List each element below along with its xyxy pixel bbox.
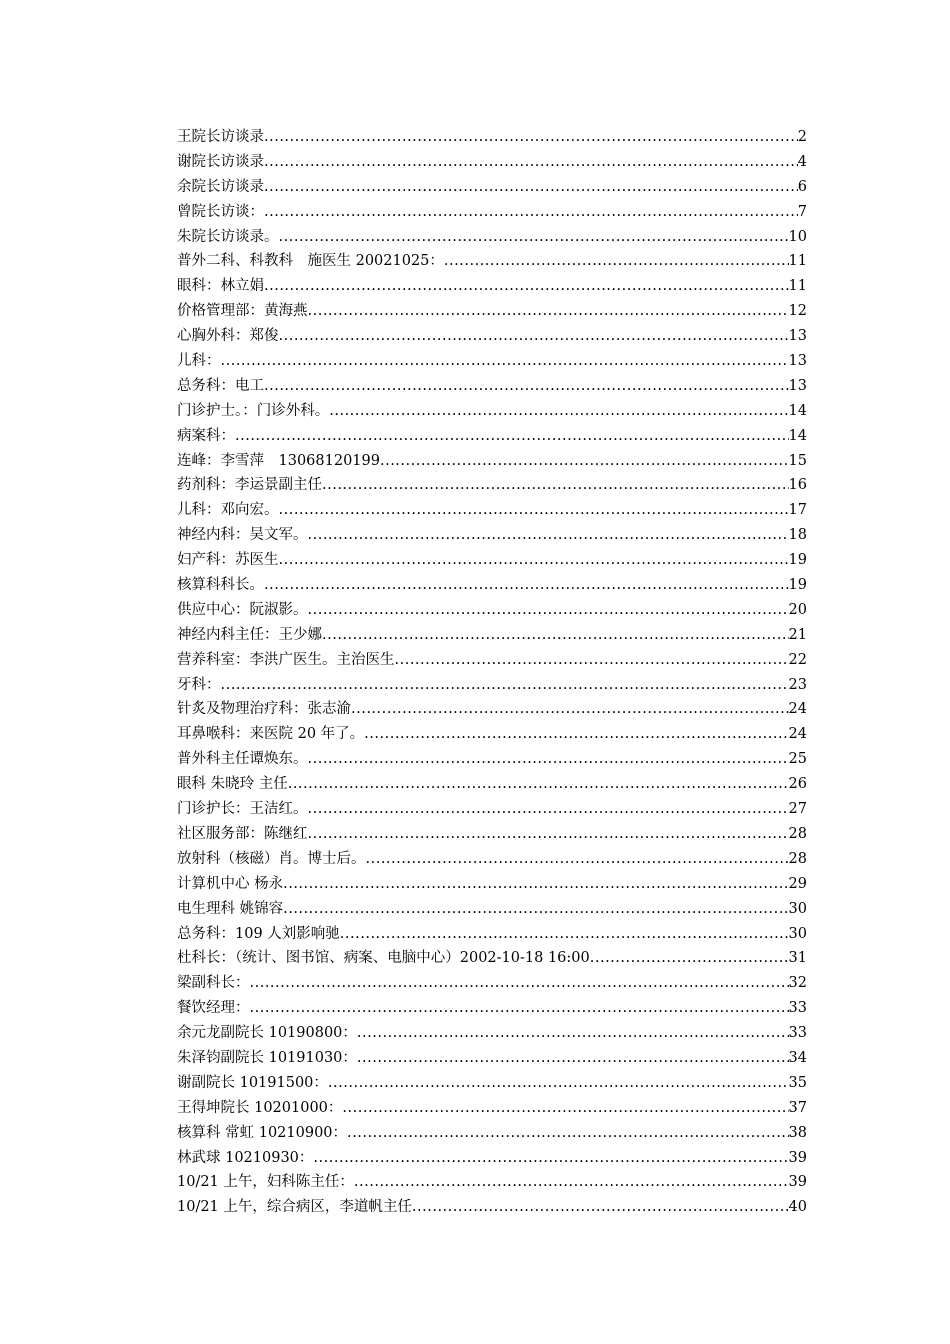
toc-entry-page-number: 2 bbox=[797, 129, 807, 145]
toc-dot-leader bbox=[328, 1071, 789, 1096]
toc-dot-leader bbox=[264, 125, 798, 150]
toc-entry-page-number: 32 bbox=[788, 975, 807, 992]
toc-entry-title: 杜科长：（统计、图书馆、病案、电脑中心）2002-10-18 16:00 bbox=[177, 950, 590, 967]
toc-dot-leader bbox=[364, 722, 788, 747]
toc-entry-title: 计算机中心 杨永 bbox=[177, 875, 284, 892]
toc-entry[interactable] bbox=[177, 648, 807, 673]
toc-dot-leader bbox=[308, 822, 789, 847]
toc-entry[interactable] bbox=[177, 299, 807, 324]
toc-entry-title: 门诊护长：王洁红。 bbox=[177, 801, 308, 818]
toc-entry-title: 心胸外科：郑俊 bbox=[177, 328, 279, 345]
toc-entry[interactable] bbox=[177, 424, 807, 449]
toc-entry[interactable] bbox=[177, 175, 807, 200]
toc-entry-title: 王得坤院长 10201000： bbox=[177, 1099, 343, 1116]
toc-entry-page-number: 20 bbox=[788, 601, 807, 618]
toc-dot-leader bbox=[279, 548, 789, 573]
toc-dot-leader bbox=[264, 573, 789, 598]
toc-entry-page-number: 19 bbox=[788, 552, 807, 569]
toc-entry[interactable] bbox=[177, 125, 807, 150]
toc-entry-title: 连峰：李雪萍 13068120199 bbox=[177, 452, 380, 469]
toc-entry-page-number: 31 bbox=[788, 950, 807, 967]
toc-entry[interactable] bbox=[177, 772, 807, 797]
toc-entry-page-number: 24 bbox=[788, 726, 807, 743]
toc-entry-title: 儿科：邓向宏。 bbox=[177, 502, 279, 519]
toc-dot-leader bbox=[347, 1121, 789, 1146]
toc-entry-title: 门诊护士。：门诊外科。 bbox=[177, 402, 330, 419]
toc-entry-title: 核算科 常虹 10210900： bbox=[177, 1124, 348, 1141]
toc-dot-leader bbox=[412, 1195, 789, 1220]
toc-dot-leader bbox=[279, 498, 789, 523]
toc-entry-page-number: 13 bbox=[788, 377, 807, 394]
toc-entry[interactable] bbox=[177, 1096, 807, 1121]
toc-entry-title: 梁副科长： bbox=[177, 975, 250, 992]
toc-entry[interactable] bbox=[177, 673, 807, 698]
toc-entry-title: 电生理科 姚锦容 bbox=[177, 900, 284, 917]
toc-entry-page-number: 33 bbox=[788, 1000, 807, 1017]
toc-dot-leader bbox=[308, 797, 789, 822]
toc-entry-page-number: 34 bbox=[788, 1049, 807, 1066]
toc-entry-page-number: 28 bbox=[788, 825, 807, 842]
toc-entry-title: 社区服务部：陈继红 bbox=[177, 825, 308, 842]
toc-entry-title: 普外二科、科教科 施医生 20021025： bbox=[177, 253, 444, 270]
toc-entry-page-number: 11 bbox=[788, 253, 807, 270]
toc-entry[interactable] bbox=[177, 150, 807, 175]
toc-entry-title: 林武球 10210930： bbox=[177, 1149, 314, 1166]
toc-entry[interactable] bbox=[177, 922, 807, 947]
toc-entry[interactable] bbox=[177, 847, 807, 872]
toc-entry-title: 谢院长访谈录 bbox=[177, 153, 264, 170]
toc-entry-title: 牙科： bbox=[177, 676, 221, 693]
toc-dot-leader bbox=[235, 424, 789, 449]
toc-entry-title: 神经内科主任：王少娜 bbox=[177, 626, 322, 643]
toc-entry[interactable] bbox=[177, 872, 807, 897]
toc-entry-page-number: 22 bbox=[788, 651, 807, 668]
toc-dot-leader bbox=[283, 897, 788, 922]
toc-entry-title: 营养科室：李洪广医生。主治医生 bbox=[177, 651, 395, 668]
toc-entry-title: 核算科科长。 bbox=[177, 577, 264, 594]
toc-entry-title: 眼科 朱晓玲 主任 bbox=[177, 776, 288, 793]
toc-entry-page-number: 37 bbox=[788, 1099, 807, 1116]
toc-entry-page-number: 23 bbox=[788, 676, 807, 693]
toc-dot-leader bbox=[279, 225, 789, 250]
toc-dot-leader bbox=[283, 872, 788, 897]
toc-entry[interactable] bbox=[177, 498, 807, 523]
toc-dot-leader bbox=[590, 946, 789, 971]
toc-entry-title: 余院长访谈录 bbox=[177, 178, 264, 195]
toc-entry-title: 朱泽钧副院长 10191030： bbox=[177, 1049, 357, 1066]
toc-entry-title: 放射科（核磁）肖。博士后。 bbox=[177, 850, 366, 867]
toc-dot-leader bbox=[264, 150, 798, 175]
toc-dot-leader bbox=[264, 175, 798, 200]
toc-entry-page-number: 30 bbox=[788, 925, 807, 942]
toc-entry[interactable] bbox=[177, 623, 807, 648]
toc-entry-title: 妇产科：苏医生 bbox=[177, 552, 279, 569]
toc-entry[interactable] bbox=[177, 523, 807, 548]
toc-entry-page-number: 16 bbox=[788, 477, 807, 494]
toc-entry[interactable] bbox=[177, 598, 807, 623]
toc-entry-page-number: 4 bbox=[797, 153, 807, 170]
toc-dot-leader bbox=[329, 399, 788, 424]
toc-entry-title: 普外科主任谭焕东。 bbox=[177, 751, 308, 768]
toc-entry-page-number: 14 bbox=[788, 402, 807, 419]
toc-dot-leader bbox=[357, 1021, 789, 1046]
toc-entry-page-number: 15 bbox=[788, 452, 807, 469]
toc-dot-leader bbox=[395, 648, 789, 673]
toc-entry[interactable] bbox=[177, 249, 807, 274]
toc-entry-title: 病案科： bbox=[177, 427, 235, 444]
toc-entry-page-number: 13 bbox=[788, 328, 807, 345]
toc-dot-leader bbox=[357, 1046, 789, 1071]
toc-entry-page-number: 13 bbox=[788, 353, 807, 370]
toc-entry-title: 针炙及物理治疗科：张志渝 bbox=[177, 701, 351, 718]
toc-entry-title: 王院长访谈录 bbox=[177, 129, 264, 145]
toc-entry-page-number: 33 bbox=[788, 1025, 807, 1042]
toc-entry[interactable] bbox=[177, 473, 807, 498]
toc-entry[interactable] bbox=[177, 399, 807, 424]
toc-entry-title: 供应中心：阮淑影。 bbox=[177, 601, 308, 618]
toc-entry-title: 眼科：林立娟 bbox=[177, 278, 264, 295]
toc-entry-page-number: 24 bbox=[788, 701, 807, 718]
toc-entry-page-number: 14 bbox=[788, 427, 807, 444]
toc-dot-leader bbox=[351, 697, 789, 722]
toc-entry-page-number: 21 bbox=[788, 626, 807, 643]
toc-entry-page-number: 29 bbox=[788, 875, 807, 892]
toc-dot-leader bbox=[288, 772, 789, 797]
toc-entry-page-number: 7 bbox=[797, 203, 807, 220]
toc-entry[interactable] bbox=[177, 946, 807, 971]
toc-dot-leader bbox=[340, 922, 789, 947]
toc-entry-title: 10/21 上午，妇科陈主任： bbox=[177, 1174, 354, 1191]
toc-entry-page-number: 38 bbox=[788, 1124, 807, 1141]
toc-entry-title: 曾院长访谈： bbox=[177, 203, 264, 220]
toc-entry-title: 儿科： bbox=[177, 353, 221, 370]
toc-entry[interactable] bbox=[177, 996, 807, 1021]
toc-entry[interactable] bbox=[177, 971, 807, 996]
toc-dot-leader bbox=[250, 971, 789, 996]
toc-entry-title: 餐饮经理： bbox=[177, 1000, 250, 1017]
toc-dot-leader bbox=[354, 1170, 789, 1195]
toc-dot-leader bbox=[221, 349, 789, 374]
toc-entry-page-number: 39 bbox=[788, 1174, 807, 1191]
toc-entry[interactable] bbox=[177, 697, 807, 722]
toc-entry[interactable] bbox=[177, 1021, 807, 1046]
toc-entry[interactable] bbox=[177, 274, 807, 299]
toc-entry-title: 总务科：电工 bbox=[177, 377, 264, 394]
toc-entry[interactable] bbox=[177, 1195, 807, 1220]
toc-dot-leader bbox=[380, 449, 789, 474]
toc-entry-title: 朱院长访谈录。 bbox=[177, 228, 279, 245]
toc-entry[interactable] bbox=[177, 1170, 807, 1195]
toc-dot-leader bbox=[322, 623, 789, 648]
toc-entry-title: 10/21 上午，综合病区，李道帆主任 bbox=[177, 1199, 412, 1216]
toc-dot-leader bbox=[308, 523, 789, 548]
table-of-contents bbox=[177, 125, 807, 1220]
toc-dot-leader bbox=[250, 996, 789, 1021]
toc-dot-leader bbox=[279, 324, 789, 349]
toc-entry[interactable] bbox=[177, 324, 807, 349]
toc-entry-page-number: 27 bbox=[788, 801, 807, 818]
toc-entry-title: 价格管理部：黄海燕 bbox=[177, 303, 308, 320]
toc-dot-leader bbox=[264, 274, 789, 299]
toc-entry-page-number: 10 bbox=[788, 228, 807, 245]
toc-entry-page-number: 39 bbox=[788, 1149, 807, 1166]
toc-entry-page-number: 11 bbox=[788, 278, 807, 295]
toc-entry[interactable] bbox=[177, 225, 807, 250]
toc-dot-leader bbox=[313, 1146, 788, 1171]
toc-dot-leader bbox=[342, 1096, 788, 1121]
toc-entry-title: 神经内科：吴文军。 bbox=[177, 527, 308, 544]
toc-dot-leader bbox=[308, 598, 789, 623]
toc-entry-title: 耳鼻喉科：来医院 20 年了。 bbox=[177, 726, 365, 743]
toc-entry[interactable] bbox=[177, 200, 807, 225]
toc-entry[interactable] bbox=[177, 1071, 807, 1096]
toc-entry-page-number: 30 bbox=[788, 900, 807, 917]
toc-entry-title: 余元龙副院长 10190800： bbox=[177, 1025, 357, 1042]
toc-entry[interactable] bbox=[177, 822, 807, 847]
toc-dot-leader bbox=[444, 249, 789, 274]
toc-entry-page-number: 28 bbox=[788, 850, 807, 867]
toc-entry-title: 谢副院长 10191500： bbox=[177, 1074, 328, 1091]
toc-dot-leader bbox=[264, 200, 798, 225]
toc-entry-page-number: 26 bbox=[788, 776, 807, 793]
toc-entry[interactable] bbox=[177, 349, 807, 374]
toc-dot-leader bbox=[308, 299, 789, 324]
toc-entry-title: 总务科：109 人刘影响驰 bbox=[177, 925, 340, 942]
toc-entry[interactable] bbox=[177, 573, 807, 598]
toc-entry[interactable] bbox=[177, 374, 807, 399]
toc-dot-leader bbox=[308, 747, 789, 772]
toc-entry[interactable] bbox=[177, 1121, 807, 1146]
toc-dot-leader bbox=[264, 374, 789, 399]
toc-entry-page-number: 35 bbox=[788, 1074, 807, 1091]
toc-entry[interactable] bbox=[177, 1046, 807, 1071]
toc-entry[interactable] bbox=[177, 747, 807, 772]
toc-entry[interactable] bbox=[177, 897, 807, 922]
toc-entry-title: 药剂科：李运景副主任 bbox=[177, 477, 322, 494]
toc-entry[interactable] bbox=[177, 722, 807, 747]
toc-dot-leader bbox=[221, 673, 789, 698]
toc-entry[interactable] bbox=[177, 548, 807, 573]
toc-entry-page-number: 40 bbox=[788, 1199, 807, 1216]
toc-entry-page-number: 25 bbox=[788, 751, 807, 768]
toc-entry-page-number: 19 bbox=[788, 577, 807, 594]
toc-entry-page-number: 6 bbox=[797, 178, 807, 195]
toc-dot-leader bbox=[366, 847, 789, 872]
toc-entry[interactable] bbox=[177, 449, 807, 474]
toc-entry[interactable] bbox=[177, 1146, 807, 1171]
toc-dot-leader bbox=[322, 473, 789, 498]
toc-entry-page-number: 18 bbox=[788, 527, 807, 544]
toc-entry-page-number: 12 bbox=[788, 303, 807, 320]
toc-entry-page-number: 17 bbox=[788, 502, 807, 519]
toc-entry[interactable] bbox=[177, 797, 807, 822]
